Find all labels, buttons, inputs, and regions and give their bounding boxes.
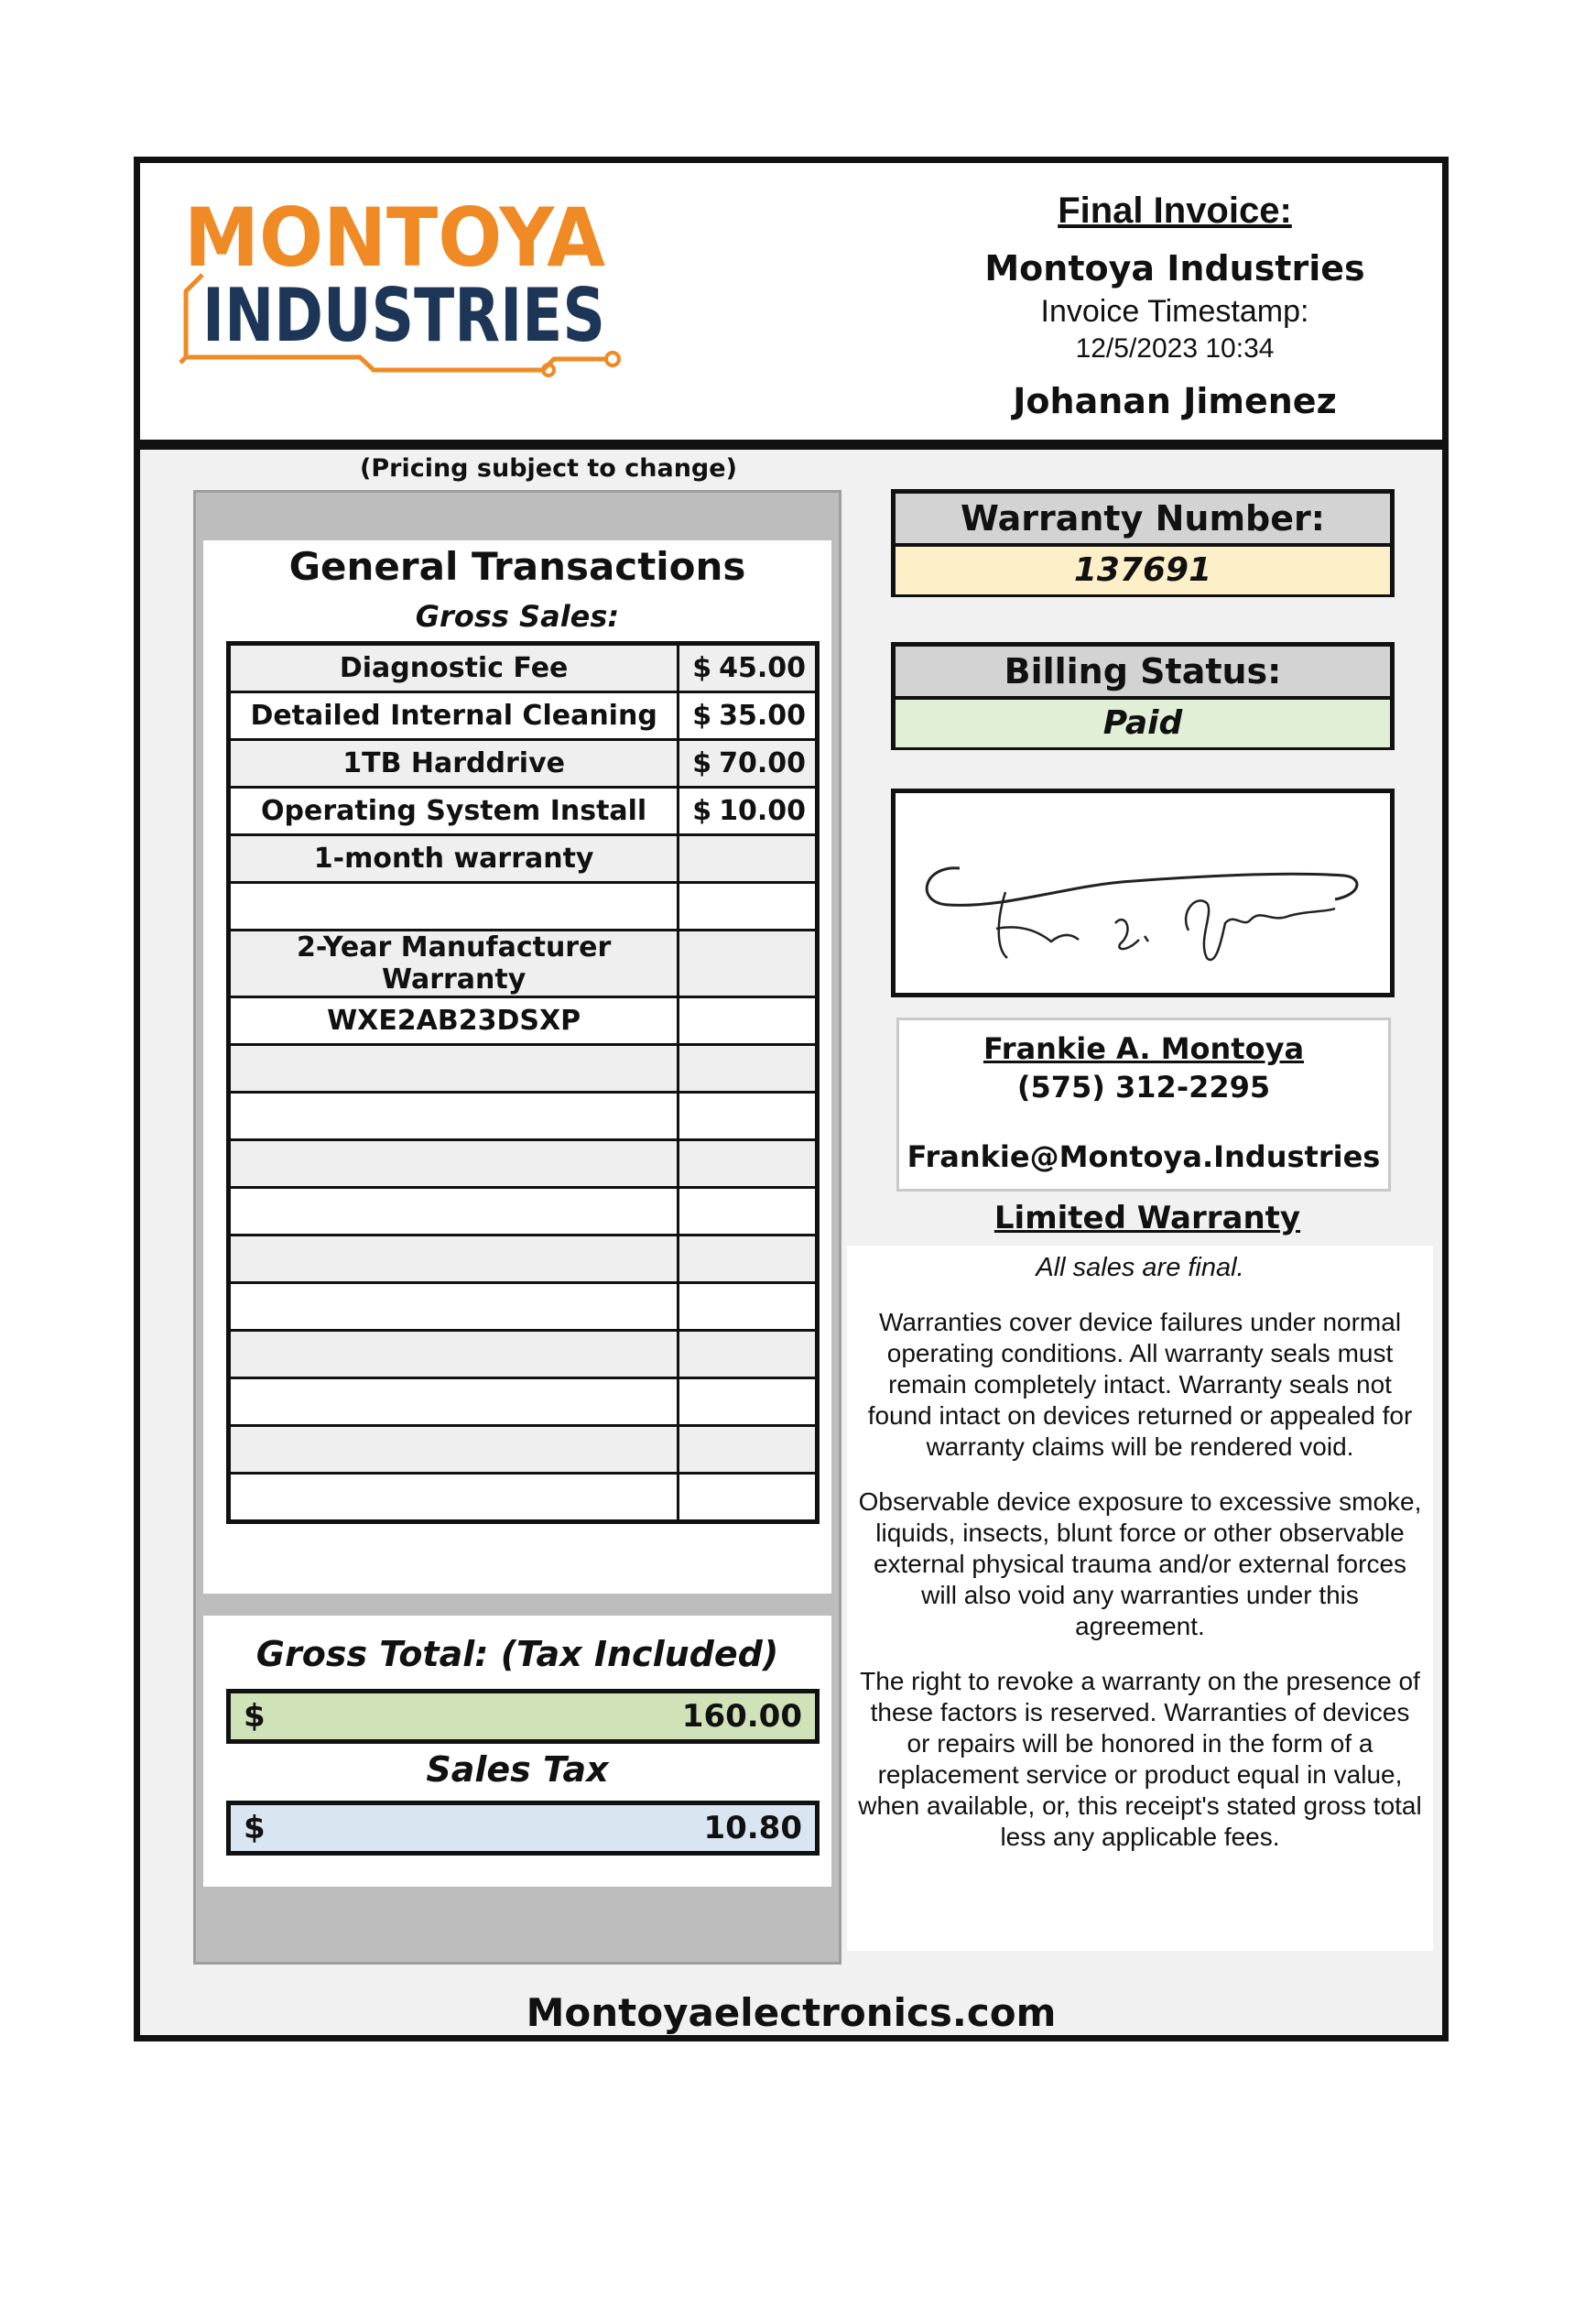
item-description bbox=[229, 1378, 679, 1426]
item-value: 45.00 bbox=[719, 652, 806, 684]
item-description bbox=[229, 1236, 679, 1283]
sales-tax-value: 10.80 bbox=[703, 1810, 802, 1846]
item-amount-cell bbox=[679, 931, 818, 997]
table-row bbox=[229, 997, 818, 1045]
item-amount-cell bbox=[679, 1331, 818, 1378]
pricing-note: (Pricing subject to change) bbox=[360, 454, 737, 483]
invoice-frame bbox=[134, 157, 1449, 2041]
table-row bbox=[229, 1283, 818, 1331]
website-footer: Montoyaelectronics.com bbox=[526, 1990, 1057, 2035]
item-currency: $ bbox=[692, 700, 712, 732]
timestamp-label: Invoice Timestamp: bbox=[1040, 294, 1309, 329]
item-description: WXE2AB23DSXP bbox=[229, 997, 679, 1045]
gross-total-currency: $ bbox=[244, 1698, 266, 1735]
gross-sales-label: Gross Sales: bbox=[415, 599, 620, 634]
item-amount-cell bbox=[679, 1140, 818, 1188]
item-value: 10.00 bbox=[719, 795, 806, 827]
invoice-header bbox=[140, 163, 1442, 450]
table-row bbox=[229, 931, 818, 997]
item-description bbox=[229, 1426, 679, 1474]
transactions-title: General Transactions bbox=[288, 544, 746, 589]
totals-section bbox=[203, 1616, 831, 1887]
item-amount-cell bbox=[679, 1283, 818, 1331]
limited-warranty-title: Limited Warranty bbox=[993, 1200, 1301, 1236]
table-row bbox=[229, 1474, 818, 1522]
item-amount-cell bbox=[679, 1426, 818, 1474]
contact-card bbox=[896, 1018, 1391, 1192]
item-amount bbox=[679, 747, 815, 779]
item-description bbox=[229, 1140, 679, 1188]
item-description: 1TB Harddrive bbox=[229, 740, 679, 788]
item-amount-cell bbox=[679, 644, 818, 692]
item-amount-cell bbox=[679, 1474, 818, 1522]
all-sales-final: All sales are final. bbox=[1036, 1253, 1244, 1282]
sales-tax-label: Sales Tax bbox=[426, 1749, 609, 1790]
customer-name: Johanan Jimenez bbox=[1013, 381, 1337, 421]
contact-email: Frankie@Montoya.Industries bbox=[907, 1139, 1381, 1174]
billing-status-box bbox=[891, 642, 1395, 750]
item-value: 70.00 bbox=[719, 747, 806, 779]
contact-phone: (575) 312-2295 bbox=[1016, 1070, 1271, 1105]
table-row bbox=[229, 1331, 818, 1378]
item-amount-cell bbox=[679, 1045, 818, 1093]
invoice-header-text bbox=[937, 191, 1413, 421]
warranty-number-value: 137691 bbox=[896, 547, 1390, 594]
final-invoice-title: Final Invoice: bbox=[1058, 191, 1292, 231]
item-amount-cell bbox=[679, 1188, 818, 1236]
item-description: 1-month warranty bbox=[229, 835, 679, 883]
item-description bbox=[229, 1093, 679, 1140]
signature-image bbox=[905, 821, 1381, 976]
warranty-number-box bbox=[891, 489, 1395, 597]
item-currency: $ bbox=[692, 747, 712, 779]
table-row bbox=[229, 1378, 818, 1426]
table-row bbox=[229, 883, 818, 931]
transactions-panel bbox=[193, 490, 841, 1965]
item-currency: $ bbox=[692, 795, 712, 827]
item-amount-cell bbox=[679, 997, 818, 1045]
item-amount-cell bbox=[679, 692, 818, 740]
table-row bbox=[229, 1045, 818, 1093]
billing-status-label: Billing Status: bbox=[896, 647, 1390, 700]
svg-text:MONTOYA: MONTOYA bbox=[184, 191, 605, 285]
table-row bbox=[229, 692, 818, 740]
item-amount-cell bbox=[679, 883, 818, 931]
company-logo bbox=[177, 191, 616, 374]
item-amount-cell bbox=[679, 788, 818, 835]
item-description bbox=[229, 1188, 679, 1236]
svg-text:INDUSTRIES: INDUSTRIES bbox=[202, 273, 605, 358]
table-row bbox=[229, 788, 818, 835]
table-row bbox=[229, 740, 818, 788]
item-amount bbox=[679, 700, 815, 732]
item-amount-cell bbox=[679, 740, 818, 788]
item-amount bbox=[679, 795, 815, 827]
table-row bbox=[229, 1093, 818, 1140]
table-row bbox=[229, 835, 818, 883]
item-description bbox=[229, 1474, 679, 1522]
sales-tax-currency: $ bbox=[244, 1810, 266, 1846]
limited-warranty-section bbox=[847, 1246, 1433, 1951]
timestamp-value: 12/5/2023 10:34 bbox=[1075, 333, 1275, 364]
item-description bbox=[229, 1283, 679, 1331]
item-amount-cell bbox=[679, 835, 818, 883]
company-name: Montoya Industries bbox=[984, 248, 1365, 288]
billing-status-value: Paid bbox=[896, 700, 1390, 747]
item-amount-cell bbox=[679, 1093, 818, 1140]
table-row bbox=[229, 1236, 818, 1283]
item-value: 35.00 bbox=[719, 700, 806, 732]
item-description bbox=[229, 883, 679, 931]
item-description: Operating System Install bbox=[229, 788, 679, 835]
table-row bbox=[229, 1188, 818, 1236]
warranty-paragraph: The right to revoke a warranty on the presence of these factors is reserved. Warranties of devices or repairs will be honored in the form of a replacement service or product equal in value, when available, or, this receipt's stated gross total less any applicable fees. bbox=[858, 1667, 1422, 1851]
signature-box bbox=[891, 789, 1395, 997]
item-description: 2-Year Manufacturer Warranty bbox=[229, 931, 679, 997]
transactions-section bbox=[203, 540, 831, 1594]
warranty-paragraph: Observable device exposure to excessive smoke, liquids, insects, blunt force or other observable external physical trauma and/or external forces will also void any warranties under this agreement. bbox=[858, 1487, 1422, 1640]
item-description bbox=[229, 1045, 679, 1093]
warranty-number-label: Warranty Number: bbox=[896, 494, 1390, 547]
item-description bbox=[229, 1331, 679, 1378]
item-amount-cell bbox=[679, 1378, 818, 1426]
gross-total-label: Gross Total: (Tax Included) bbox=[255, 1634, 779, 1674]
sales-tax-box bbox=[226, 1801, 820, 1856]
table-row bbox=[229, 1140, 818, 1188]
item-description: Detailed Internal Cleaning bbox=[229, 692, 679, 740]
item-amount bbox=[679, 652, 815, 684]
gross-total-value: 160.00 bbox=[681, 1698, 802, 1735]
table-row bbox=[229, 644, 818, 692]
item-description: Diagnostic Fee bbox=[229, 644, 679, 692]
table-row bbox=[229, 1426, 818, 1474]
item-amount-cell bbox=[679, 1236, 818, 1283]
gross-total-box bbox=[226, 1689, 820, 1744]
item-currency: $ bbox=[692, 652, 712, 684]
contact-name: Frankie A. Montoya bbox=[983, 1031, 1305, 1066]
warranty-paragraph: Warranties cover device failures under normal operating conditions. All warranty seals must remain completely intact. Warranty seals not found intact on devices returned or appealed for warranty claims will be rendered void. bbox=[867, 1308, 1413, 1461]
line-items-table bbox=[226, 641, 820, 1524]
